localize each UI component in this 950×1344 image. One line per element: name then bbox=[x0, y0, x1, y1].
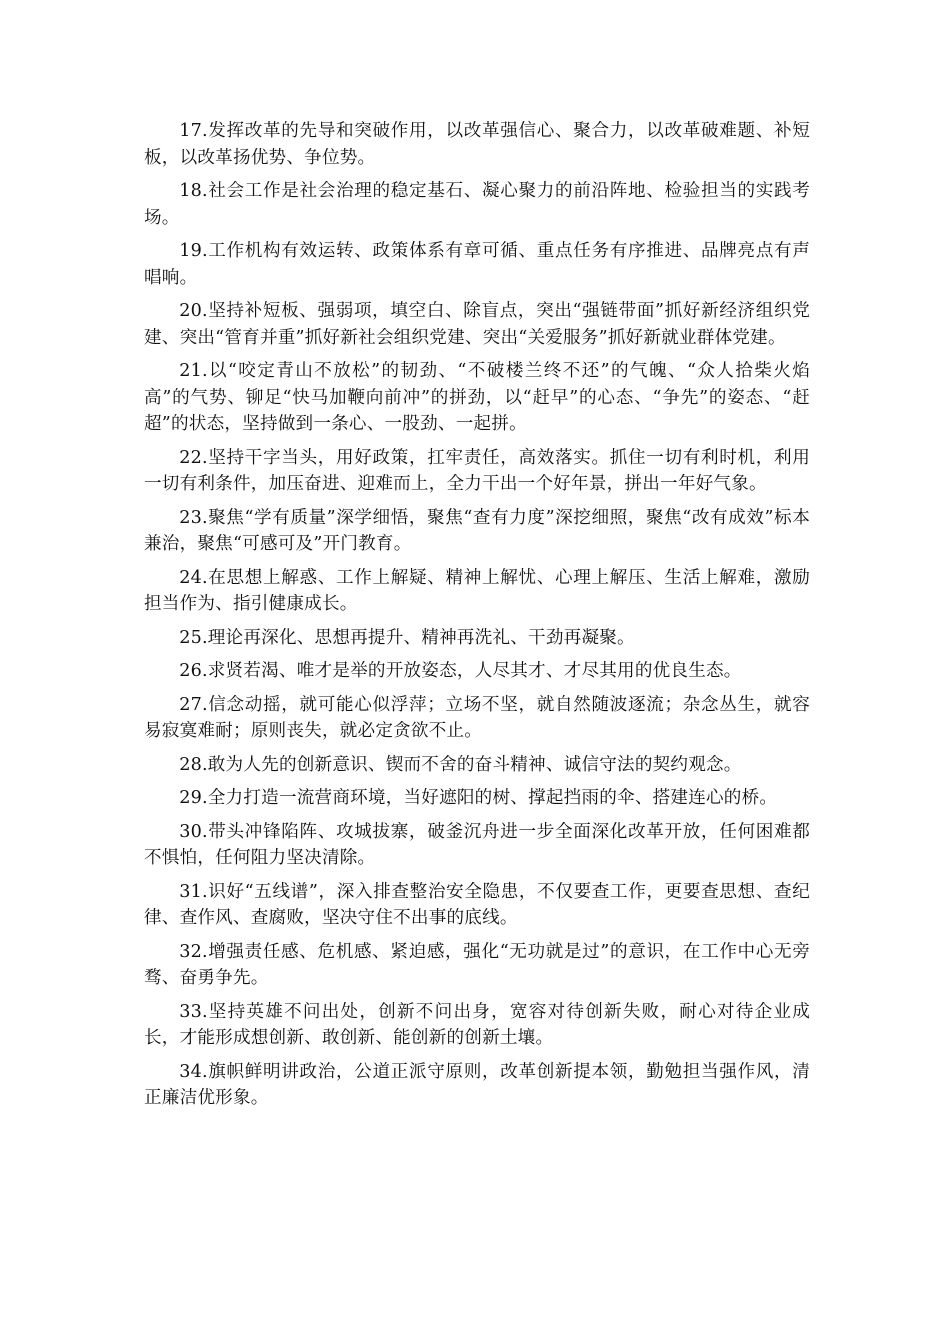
paragraph-28: 28.敢为人先的创新意识、锲而不舍的奋斗精神、诚信守法的契约观念。 bbox=[179, 754, 742, 775]
paragraph-34: 34.旗帜鲜明讲政治，公道正派守原则，改革创新提本领，勤勉担当强作风，清正廉洁优形象。 bbox=[144, 1061, 810, 1108]
paragraph-27: 27.信念动摇，就可能心似浮萍；立场不坚，就自然随波逐流；杂念丛生，就容易寂寞难耐；原则丧失，就必定贪欲不止。 bbox=[144, 694, 810, 741]
paragraph-20: 20.坚持补短板、强弱项，填空白、除盲点，突出“强链带面”抓好新经济组织党建、突出“管育并重”抓好新社会组织党建、突出“关爱服务”抓好新就业群体党建。 bbox=[144, 301, 810, 348]
paragraph-21: 21.以“咬定青山不放松”的韧劲、“不破楼兰终不还”的气魄、“众人拾柴火焰高”的气势、铆足“快马加鞭向前冲”的拼劲，以“赶早”的心态、“争先”的姿态、“赶超”的状态，坚持做到一条心、一股劲、一起拼。 bbox=[144, 361, 810, 434]
paragraph-19: 19.工作机构有效运转、政策体系有章可循、重点任务有序推进、品牌亮点有声唱响。 bbox=[144, 241, 810, 288]
paragraph-31: 31.识好“五线谱”，深入排查整治安全隐患，不仅要查工作，更要查思想、查纪律、查作风、查腐败，坚决守住不出事的底线。 bbox=[144, 881, 810, 928]
paragraph-26: 26.求贤若渴、唯才是举的开放姿态，人尽其才、才尽其用的优良生态。 bbox=[179, 661, 742, 681]
paragraph-24: 24.在思想上解惑、工作上解疑、精神上解忧、心理上解压、生活上解难，激励担当作为、指引健康成长。 bbox=[144, 567, 810, 614]
paragraph-18: 18.社会工作是社会治理的稳定基石、凝心聚力的前沿阵地、检验担当的实践考场。 bbox=[144, 181, 810, 228]
paragraph-32: 32.增强责任感、危机感、紧迫感，强化“无功就是过”的意识，在工作中心无旁骛、奋勇争先。 bbox=[144, 941, 810, 988]
paragraph-22: 22.坚持干字当头，用好政策，扛牢责任，高效落实。抓住一切有利时机，利用一切有利条件，加压奋进、迎难而上，全力干出一个好年景，拼出一年好气象。 bbox=[144, 447, 810, 494]
paragraph-30: 30.带头冲锋陷阵、攻城拔寨，破釜沉舟进一步全面深化改革开放，任何困难都不惧怕，任何阻力坚决清除。 bbox=[144, 821, 810, 868]
paragraph-33: 33.坚持英雄不问出处，创新不问出身，宽容对待创新失败，耐心对待企业成长，才能形成想创新、敢创新、能创新的创新土壤。 bbox=[144, 1001, 810, 1048]
paragraph-23: 23.聚焦“学有质量”深学细悟，聚焦“查有力度”深挖细照，聚焦“改有成效”标本兼治，聚焦“可感可及”开门教育。 bbox=[144, 507, 810, 554]
paragraph-25: 25.理论再深化、思想再提升、精神再洗礼、干劲再凝聚。 bbox=[179, 627, 635, 648]
document-body bbox=[144, 118, 810, 1119]
paragraph-29: 29.全力打造一流营商环境，当好遮阳的树、撑起挡雨的伞、搭建连心的桥。 bbox=[179, 788, 778, 808]
paragraph-17: 17.发挥改革的先导和突破作用，以改革强信心、聚合力，以改革破难题、补短板，以改革扬优势、争位势。 bbox=[144, 121, 810, 168]
